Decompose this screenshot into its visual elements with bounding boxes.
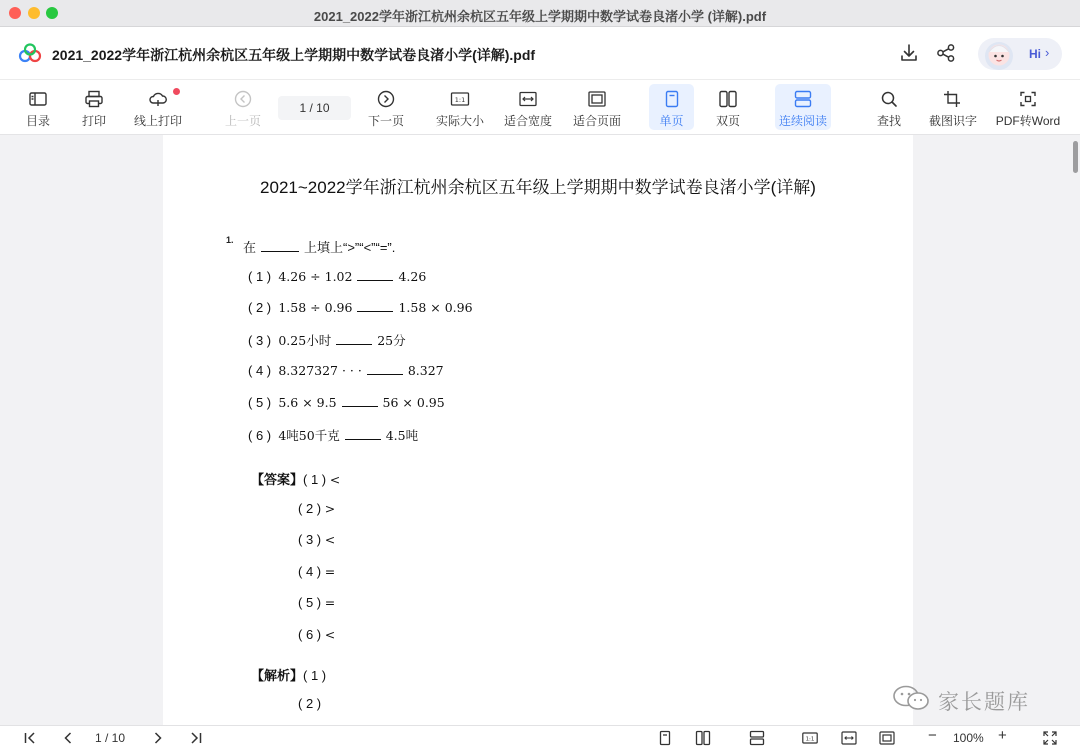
item-number: ( 3 ) [248,333,272,348]
toc-button[interactable] [16,84,60,130]
item-right-expression: 4.5吨 [385,428,419,443]
fit-width-label: 适合宽度 [503,114,552,128]
answer-number: ( 5 ) [298,595,322,610]
list-item [248,300,473,315]
answer-label: 【答案】 [251,472,304,487]
single-page-label: 单页 [659,114,684,128]
double-page-button[interactable] [706,84,750,130]
answer-blank [336,335,372,345]
assistant-hi-button[interactable] [978,38,1062,70]
analysis-heading-row [251,665,326,684]
bottom-page-indicator[interactable]: 1 / 10 [95,731,126,745]
answer-blank [342,397,378,407]
item-left-expression: 0.25小时 [278,333,332,348]
printer-icon [84,90,104,108]
svg-text:1:1: 1:1 [805,736,815,743]
actual-size-label: 实际大小 [435,114,484,128]
screenshot-ocr-label: 截图识字 [928,114,977,128]
answer-number: ( 3 ) [298,532,322,547]
window-titlebar [0,0,1080,27]
single-page-icon[interactable] [657,730,673,746]
item-right-expression: 4.26 [398,269,427,284]
continuous-scroll-icon[interactable] [749,730,765,746]
actual-size-icon [450,90,470,108]
question-number: 1. [226,235,234,245]
search-icon [879,90,899,108]
double-page-icon [718,90,738,108]
item-right-expression: 56 × 0.95 [382,395,445,410]
question-prefix: 在 [243,240,257,255]
item-left-expression: 4吨50千克 [278,428,340,443]
print-button[interactable] [72,84,116,130]
item-number: ( 4 ) [248,363,272,378]
reader-toolbar [0,80,1080,135]
answer-number: ( 1 ) [303,472,327,487]
list-item [298,532,335,547]
fit-page-icon [587,90,607,108]
find-label: 查找 [876,114,901,128]
list-item [298,627,335,642]
answer-blank [367,365,403,375]
single-page-button[interactable] [649,84,694,130]
wechat-icon [891,683,933,713]
fit-page-icon[interactable] [879,730,895,746]
find-button[interactable] [867,84,911,130]
analysis-number: ( 1 ) [303,668,327,683]
list-item [298,595,335,610]
first-page-icon[interactable] [22,730,38,746]
pdf-page [163,135,913,725]
answer-blank [345,430,381,440]
item-left-expression: 5.6 × 9.5 [278,395,337,410]
arrow-right-circle-icon [376,90,396,108]
prev-page-button[interactable] [221,84,265,130]
continuous-scroll-icon [793,90,813,108]
list-item [248,363,444,378]
continuous-reading-label: 连续阅读 [778,114,827,128]
document-title: 2021_2022学年浙江杭州余杭区五年级上学期期中数学试卷良渚小学(详解).pdf [52,47,536,63]
answer-value: = [324,564,336,579]
zoom-out-button[interactable]: − [928,727,937,744]
actual-size-button[interactable] [432,84,488,130]
item-number: ( 5 ) [248,395,272,410]
toc-label: 目录 [25,114,50,128]
fit-width-icon[interactable] [841,730,857,746]
question-stem [243,237,395,256]
arrow-left-circle-icon [233,90,253,108]
question-suffix: 上填上“>”“<”“=”. [304,240,396,255]
item-left-expression: 8.327327 · · · [278,363,362,378]
answer-value: = [324,595,336,610]
answer-number: ( 2 ) [298,501,322,516]
list-item [298,501,335,516]
document-viewport[interactable] [0,135,1080,725]
crop-icon [943,90,963,108]
answer-value: < [329,472,341,487]
svg-text:1:1: 1:1 [454,96,466,104]
item-left-expression: 4.26 ÷ 1.02 [278,269,353,284]
zoom-in-button[interactable]: + [998,727,1007,744]
next-page-button[interactable] [364,84,408,130]
double-page-label: 双页 [715,114,740,128]
next-page-label: 下一页 [367,114,404,128]
chevron-right-icon: › [1045,45,1050,60]
online-print-label: 线上打印 [133,114,182,128]
last-page-icon[interactable] [188,730,204,746]
list-item [298,564,335,579]
zoom-level[interactable]: 100% [953,731,984,745]
item-number: ( 2 ) [248,300,272,315]
notification-dot [173,88,180,95]
single-page-icon [662,90,682,108]
item-right-expression: 8.327 [407,363,444,378]
list-item [298,696,321,711]
assistant-hi-label: Hi [1029,47,1041,61]
continuous-reading-button[interactable] [775,84,831,130]
fit-page-button[interactable] [569,84,625,130]
answer-value: < [324,532,336,547]
fit-page-label: 适合页面 [572,114,621,128]
answer-heading-row [251,469,340,488]
analysis-label: 【解析】 [251,668,304,683]
convert-icon [1018,90,1038,108]
page-number-input[interactable]: 1 / 10 [278,96,351,120]
item-number: ( 6 ) [248,428,272,443]
answer-number: ( 4 ) [298,564,322,579]
answer-blank [357,302,393,312]
answer-value: < [324,627,336,642]
item-right-expression: 1.58 × 0.96 [398,300,473,315]
toc-icon [28,90,48,108]
fit-width-icon [518,90,538,108]
answer-blank [357,271,393,281]
bottom-status-bar [0,725,1080,748]
list-item [248,331,406,349]
prev-page-label: 上一页 [224,114,261,128]
list-item [248,269,426,284]
cloud-print-icon [148,90,168,108]
pdf-to-word-button[interactable] [994,84,1062,130]
item-number: ( 1 ) [248,269,272,284]
list-item [248,395,445,410]
page-title: 2021~2022学年浙江杭州余杭区五年级上学期期中数学试卷良渚小学(详解) [260,178,816,197]
watermark-text: 家长题库 [938,691,1030,714]
answer-blank [261,242,299,252]
item-right-expression: 25分 [377,333,406,348]
print-label: 打印 [81,114,106,128]
analysis-number: ( 2 ) [298,696,322,711]
vertical-scrollbar[interactable] [1073,141,1078,173]
fullscreen-icon[interactable] [1042,730,1058,746]
item-left-expression: 1.58 ÷ 0.96 [278,300,353,315]
list-item [248,426,418,444]
answer-value: > [324,501,336,516]
download-icon[interactable] [898,42,920,64]
pdf-to-word-label: PDF转Word [995,114,1061,128]
window-title: 2021_2022学年浙江杭州余杭区五年级上学期期中数学试卷良渚小学 (详解).pdf [313,9,767,24]
app-header [0,27,1080,80]
assistant-avatar-icon [980,35,1018,73]
app-logo-icon [18,43,42,63]
fit-width-button[interactable] [500,84,556,130]
double-page-icon[interactable] [695,730,711,746]
actual-size-icon[interactable] [802,730,818,746]
answer-number: ( 6 ) [298,627,322,642]
share-icon[interactable] [935,42,957,64]
prev-page-icon[interactable] [60,730,76,746]
screenshot-ocr-button[interactable] [925,84,981,130]
next-page-icon[interactable] [150,730,166,746]
